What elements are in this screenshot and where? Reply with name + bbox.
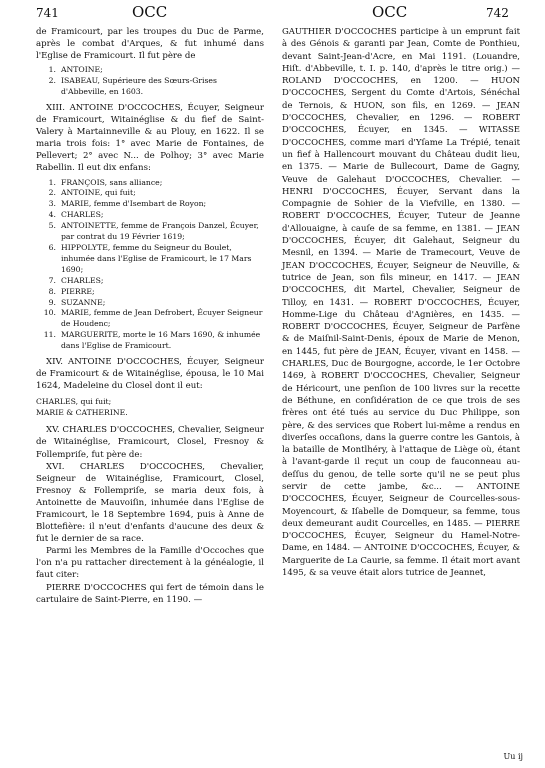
left-page-number: 741 bbox=[36, 6, 59, 20]
list-item bbox=[36, 287, 264, 298]
list-item bbox=[36, 243, 264, 276]
list-item bbox=[36, 210, 264, 221]
list-item-text: HIPPOLYTE, femme du Seigneur du Boulet, inhumée dans l'Eglise de Framicourt, le 17 Mars 1690; bbox=[61, 243, 252, 274]
list-item-text: SUZANNE; bbox=[61, 297, 106, 307]
list-item-number: 1. bbox=[48, 177, 56, 187]
signature-mark: Uu ij bbox=[503, 752, 523, 761]
right-page-number: 742 bbox=[486, 6, 509, 20]
children-list-2 bbox=[36, 178, 264, 353]
other-members-paragraph: Parmi les Membres de la Famille d'Occoches que l'on n'a pu rattacher directement à la généalogie, il faut citer: bbox=[36, 546, 264, 581]
list-item bbox=[36, 76, 264, 98]
generation-xvi-paragraph: XVI. CHARLES D'OCCOCHES, Chevalier, Seigneur de Witainéglise, Framicourt, Closel, Fresnoy & Follempriſe, se maria deux fois, à Antoinette de Mauvoiſin, inhumée dans l'Eglise de Framicourt, le 18 Septembre 1694, puis à Anne de Blottefière: il n'eut d'enfants d'aucune des deux & fut le dernier de sa race. bbox=[36, 461, 264, 545]
list-item-text: CHARLES; bbox=[61, 275, 104, 285]
children-list-1 bbox=[36, 65, 264, 98]
list-item bbox=[36, 221, 264, 243]
list-item-number: 2. bbox=[48, 188, 56, 198]
list-item-number: 11. bbox=[43, 330, 56, 340]
list-item bbox=[36, 330, 264, 352]
list-item-number: 10. bbox=[43, 308, 56, 318]
list-item bbox=[36, 298, 264, 309]
right-column bbox=[282, 26, 520, 579]
left-column bbox=[36, 26, 264, 606]
list-item: MARIE & CATHERINE. bbox=[36, 408, 128, 418]
pierre-paragraph: PIERRE D'OCCOCHES qui fert de témoin dans le cartulaire de Saint-Pierre, en 1190. — bbox=[36, 582, 264, 605]
list-item-number: 2. bbox=[48, 76, 56, 86]
list-item bbox=[36, 188, 264, 199]
list-item bbox=[36, 276, 264, 287]
list-item-number: 7. bbox=[48, 275, 56, 285]
list-item-number: 6. bbox=[48, 243, 56, 252]
list-item-text: MARIE, femme d'Isembart de Royon; bbox=[61, 199, 207, 209]
list-item-text: FRANÇOIS, sans alliance; bbox=[61, 177, 163, 187]
list-item bbox=[36, 65, 264, 76]
list-item-text: MARGUERITE, morte le 16 Mars 1690, & inhumée dans l'Eglise de Framicourt. bbox=[61, 330, 261, 351]
list-item-number: 4. bbox=[48, 210, 56, 220]
list-item bbox=[36, 178, 264, 189]
list-item-text: CHARLES; bbox=[61, 210, 104, 220]
list-item-number: 8. bbox=[48, 286, 56, 296]
list-item-text: ISABEAU, Supérieure des Sœurs-Grises d'Abbeville, en 1603. bbox=[61, 76, 217, 97]
intro-paragraph: de Framicourt, par les troupes du Duc de Parme, après le combat d'Arques, & fut inhumé dans l'Eglise de Framicourt. Il fut père de bbox=[36, 27, 264, 62]
generation-xiii-paragraph: XIII. ANTOINE D'OCCOCHES, Écuyer, Seigneur de Framicourt, Witainéglise & du fief de Saint-Valery à Martainneville & au Plouy, en 1622. Il se maria trois fois: 1° avec Marie de Fontaines, de Pellevert; 2° avec N... de Polhoy; 3° avec Marie Rabellin. Il eut dix enfans: bbox=[36, 103, 264, 174]
children-list-3 bbox=[36, 396, 264, 418]
list-item bbox=[36, 199, 264, 210]
list-item-text: MARIE, femme de Jean Defrobert, Écuyer Seigneur de Houdenc; bbox=[61, 308, 263, 329]
list-item-text: ANTOINE; bbox=[61, 65, 103, 75]
list-item-number: 9. bbox=[48, 297, 56, 307]
list-item-text: ANTOINETTE, femme de François Danzel, Écuyer, par contrat du 19 Février 1619; bbox=[61, 221, 259, 242]
list-item bbox=[36, 308, 264, 330]
list-item: CHARLES, qui fuit; bbox=[36, 397, 112, 407]
left-running-title: OCC bbox=[132, 3, 168, 21]
list-item-number: 3. bbox=[48, 199, 56, 209]
generation-xiv-paragraph: XIV. ANTOINE D'OCCOCHES, Écuyer, Seigneur de Framicourt & de Witainéglise, épousa, le 10 Mai 1624, Madeleine du Closel dont il eut: bbox=[36, 357, 264, 392]
right-running-title: OCC bbox=[372, 3, 408, 21]
list-item-number: 5. bbox=[48, 221, 56, 231]
list-item-text: PIERRE; bbox=[61, 286, 95, 296]
right-column-text: GAUTHIER D'OCCOCHES participe à un emprunt fait à des Génois & garanti par Jean, Comte de Ponthieu, devant Saint-Jean-d'Acre, en Mai 1191. (Louandre, Hiſt. d'Abbeville, t. I. p. 140, d'après le titre orig.) — ROLAND D'OCCOCHES, en 1200. — HUON D'OCCOCHES, Sergent du Comte d'Artois, Sénéchal de Ternois, & HUON, son fils, en 1269. — JEAN D'OCCOCHES, Chevalier, en 1296. — ROBERT D'OCCOCHES, Écuyer, en 1345. — WITASSE D'OCCOCHES, comme mari d'Yſame La Trépié, tenait un fief à Hallencourt mouvant du Château dudit lieu, en 1375. — Marie de Bullecourt, Dame de Gagny, Veuve de Galehaut D'OCCOCHES, Chevalier. — HENRI D'OCCOCHES, Écuyer, Servant dans la Compagnie de Sohier de la Viefville, en 1380. — ROBERT D'OCCOCHES, Écuyer, Tuteur de Jeanne d'Allouaigne, à cauſe de sa femme, en 1381. — JEAN D'OCCOCHES, Écuyer, dit Galehaut, Seigneur du Mesnil, en 1394. — Marie de Tramecourt, Veuve de JEAN D'OCCOCHES, Écuyer, Seigneur de Neuville, & tutrice de Jean, son fils mineur, en 1417. — JEAN D'OCCOCHES, dit Martel, Chevalier, Seigneur de Tilloy, en 1431. — ROBERT D'OCCOCHES, Écuyer, Homme-Lige du Château d'Agnières, en 1435. — ROBERT D'OCCOCHES, Écuyer, Seigneur de Parfène & de Maiſnil-Saint-Denis, époux de Marie de Menon, en 1445, fut père de JEAN, Écuyer, vivant en 1458. — CHARLES, Duc de Bourgogne, accorde, le 1er Octobre 1469, à ROBERT D'OCCOCHES, Chevalier, Seigneur de Héricourt, une penſion de 100 livres sur la recette de Béthune, en conſidération de ce que trois de ses frères ont été tués au service du Duc Philippe, son père, & des services que Robert lui-même a rendus en diverſes occaſions, dans la guerre contre les Gantois, à la bataille de Montlhéry, à l'attaque de Liège où, étant à l'avant-garde il reçut un coup de fauconneau au-deſſus du genou, de telle sorte qu'il ne se peut plus servir de cette jambe, &c... — ANTOINE D'OCCOCHES, Écuyer, Seigneur de Courcelles-sous-Moyencourt, & Iſabelle de Domqueur, sa femme, tous deux demeurant audit Courcelles, en 1485. — PIERRE D'OCCOCHES, Écuyer, Seigneur du Hamel-Notre-Dame, en 1484. — ANTOINE D'OCCOCHES, Écuyer, & Marguerite de La Caurie, sa femme. Il était mort avant 1495, & sa veuve était alors tutrice de Jeannet, bbox=[282, 27, 520, 579]
list-item-number: 1. bbox=[48, 65, 56, 75]
list-item-text: ANTOINE, qui fuit; bbox=[61, 188, 136, 198]
generation-xv-paragraph: XV. CHARLES D'OCCOCHES, Chevalier, Seigneur de Witainéglise, Framicourt, Closel, Fresnoy & Follempriſe, fut père de: bbox=[36, 425, 264, 460]
